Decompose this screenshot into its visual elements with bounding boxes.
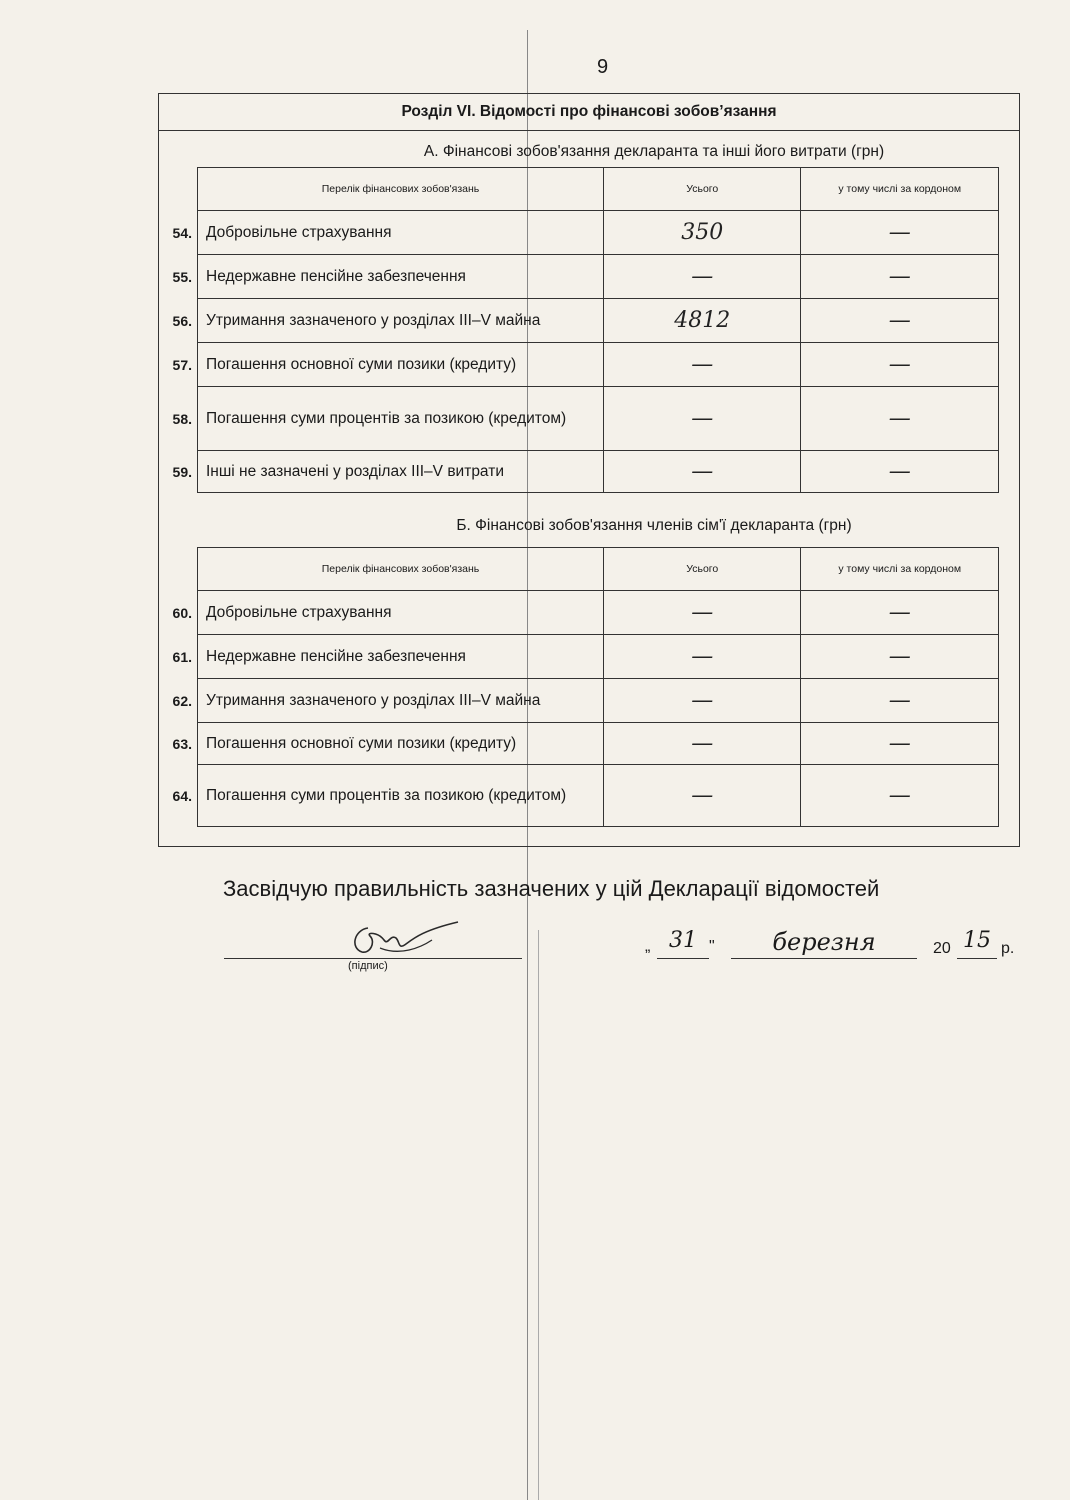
row-number: 55. [172,268,192,285]
part-a-title: А. Фінансові зобов'язання декларанта та інші його витрати (грн) [423,143,885,160]
row-total: — [604,723,801,765]
table-row [198,723,999,765]
row-number: 54. [172,224,192,241]
signature-mark [340,918,470,966]
part-b-table [172,547,999,827]
table-row [198,387,999,451]
table-row [198,591,999,635]
row-number: 56. [172,312,192,329]
date-month: березня [731,928,917,959]
row-abroad: — [801,211,999,255]
row-label-cell [172,723,604,765]
part-a-table [172,167,999,493]
table-row [198,343,999,387]
row-number: 60. [172,604,192,621]
fold-line-secondary [538,930,539,1500]
row-number: 57. [172,356,192,373]
row-total: 350 [604,211,801,255]
date-quote-close: " [709,938,715,955]
date-day: 31 [657,928,709,959]
row-number: 61. [172,648,192,665]
row-label-cell [172,451,604,493]
signature-caption: (підпис) [348,960,388,972]
attestation-text: Засвідчую правильність зазначених у цій Декларації відомостей [223,876,880,901]
table-row [198,635,999,679]
row-label-cell [172,591,604,635]
row-number: 63. [172,735,192,752]
table-row [198,299,999,343]
date-year: 15 [957,928,997,959]
row-total: — [604,451,801,493]
table-row [198,765,999,827]
row-label-cell [172,387,604,451]
row-label: Погашення основної суми позики (кредиту) [206,355,517,373]
row-abroad: — [801,387,999,451]
row-number: 58. [172,410,192,427]
row-label: Погашення основної суми позики (кредиту) [206,734,517,752]
row-label: Добровільне страхування [206,603,392,621]
row-label-cell [172,635,604,679]
row-label: Добровільне страхування [206,223,392,241]
row-abroad: — [801,765,999,827]
date-century: 20 [933,940,951,957]
row-label-cell [172,765,604,827]
row-total: — [604,591,801,635]
row-abroad: — [801,591,999,635]
row-abroad: — [801,723,999,765]
row-label-cell [172,255,604,299]
row-label: Недержавне пенсійне забезпечення [206,647,466,665]
header-total: Усього [604,168,801,211]
header-abroad: у тому числі за кордоном [801,548,999,591]
row-label-cell [172,343,604,387]
row-total: — [604,343,801,387]
row-abroad: — [801,255,999,299]
row-total: — [604,765,801,827]
row-label: Погашення суми процентів за позикою (кредитом) [206,409,567,427]
header-list: Перелік фінансових зобов'язань [198,548,604,591]
row-total: 4812 [604,299,801,343]
row-abroad: — [801,635,999,679]
row-abroad: — [801,343,999,387]
row-number: 62. [172,692,192,709]
table-row [198,211,999,255]
part-b-rows [172,591,999,827]
date-suffix: р. [1001,940,1015,957]
row-label: Утримання зазначеного у розділах III–V майна [206,311,541,329]
row-label: Утримання зазначеного у розділах III–V майна [206,691,541,709]
row-total: — [604,255,801,299]
row-label: Інші не зазначені у розділах III–V витрати [206,462,504,480]
row-label: Недержавне пенсійне забезпечення [206,267,466,285]
row-number: 64. [172,787,192,804]
row-abroad: — [801,451,999,493]
row-label-cell [172,679,604,723]
row-abroad: — [801,679,999,723]
header-abroad: у тому числі за кордоном [801,168,999,211]
row-label: Погашення суми процентів за позикою (кредитом) [206,786,567,804]
row-total: — [604,635,801,679]
row-number: 59. [172,463,192,480]
row-label-cell [172,299,604,343]
row-label-cell [172,211,604,255]
header-total: Усього [604,548,801,591]
section-frame [158,93,1020,847]
header-list: Перелік фінансових зобов'язань [198,168,604,211]
page-number: 9 [596,56,609,78]
row-total: — [604,679,801,723]
row-abroad: — [801,299,999,343]
table-row [198,255,999,299]
part-b-title: Б. Фінансові зобов'язання членів сім'ї декларанта (грн) [456,517,852,534]
table-row [198,451,999,493]
part-a-rows [172,211,999,493]
row-total: — [604,387,801,451]
section-title: Розділ VI. Відомості про фінансові зобов’язання [159,94,1019,131]
table-row [198,679,999,723]
date-quote-open: „ [645,938,651,955]
